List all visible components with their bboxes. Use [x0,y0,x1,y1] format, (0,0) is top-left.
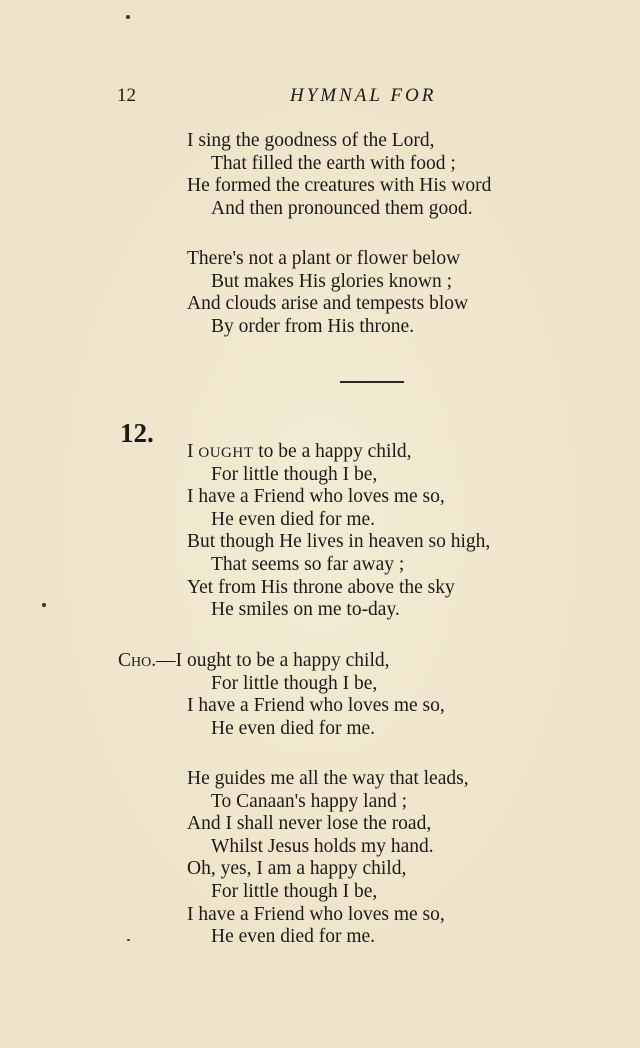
verse-line: But makes His glories known ; [211,270,453,292]
stanza-plant-or-flower [187,248,468,338]
chorus-line-text: I ought to be a happy child, [175,650,390,671]
verse-line: There's not a plant or flower below [187,248,461,269]
running-title: HYMNAL FOR [290,85,437,106]
verse-line: Yet from His throne above the sky [187,576,455,598]
ink-speck-top [126,15,130,19]
hymn-12-verse-1 [187,441,490,622]
verse-line: And then pronounced them good. [211,197,473,219]
verse-line: I have a Friend who loves me so, [187,695,445,717]
first-small-caps: OUGHT [198,445,254,461]
stanza-goodness-of-the-lord [187,130,491,220]
verse-line: Oh, yes, I am a happy child, [187,858,407,880]
chorus-label: Cho.— [118,650,176,671]
verse-line: That filled the earth with food ; [211,152,456,174]
hymn-number: 12. [120,418,154,448]
verse-line: For little though I be, [211,880,378,902]
verse-line: I have a Friend who loves me so, [187,903,445,925]
section-divider [340,381,404,383]
verse-line: And clouds arise and tempests blow [187,293,469,315]
verse-line: Whilst Jesus holds my hand. [211,835,434,857]
hymn-12-verse-2 [187,768,469,949]
verse-line: For little though I be, [211,463,378,485]
verse-line: I sing the goodness of the Lord, [187,130,435,151]
verse-line: And I shall never lose the road, [187,813,432,835]
ink-speck-left [42,603,46,607]
verse-line: He even died for me. [211,508,376,530]
verse-line: He smiles on me to-day. [211,599,400,621]
verse-line: I have a Friend who loves me so, [187,486,445,508]
verse-line: By order from His throne. [211,315,415,337]
verse-line: He even died for me. [211,926,376,948]
chorus-first-line [118,650,390,673]
verse-line: But though He lives in heaven so high, [187,531,491,553]
first-line-rest: to be a happy child, [253,441,412,462]
verse-line: He even died for me. [211,717,376,739]
verse-first-line [187,441,490,464]
hymn-12-chorus [187,673,445,741]
first-word: I [187,441,194,462]
verse-line: He guides me all the way that leads, [187,768,469,789]
ink-speck-bottom [127,939,130,941]
page-number: 12 [117,85,136,106]
verse-line: To Canaan's happy land ; [211,790,408,812]
verse-line: He formed the creatures with His word [187,175,492,197]
verse-line: For little though I be, [211,672,378,694]
verse-line: That seems so far away ; [211,553,405,575]
